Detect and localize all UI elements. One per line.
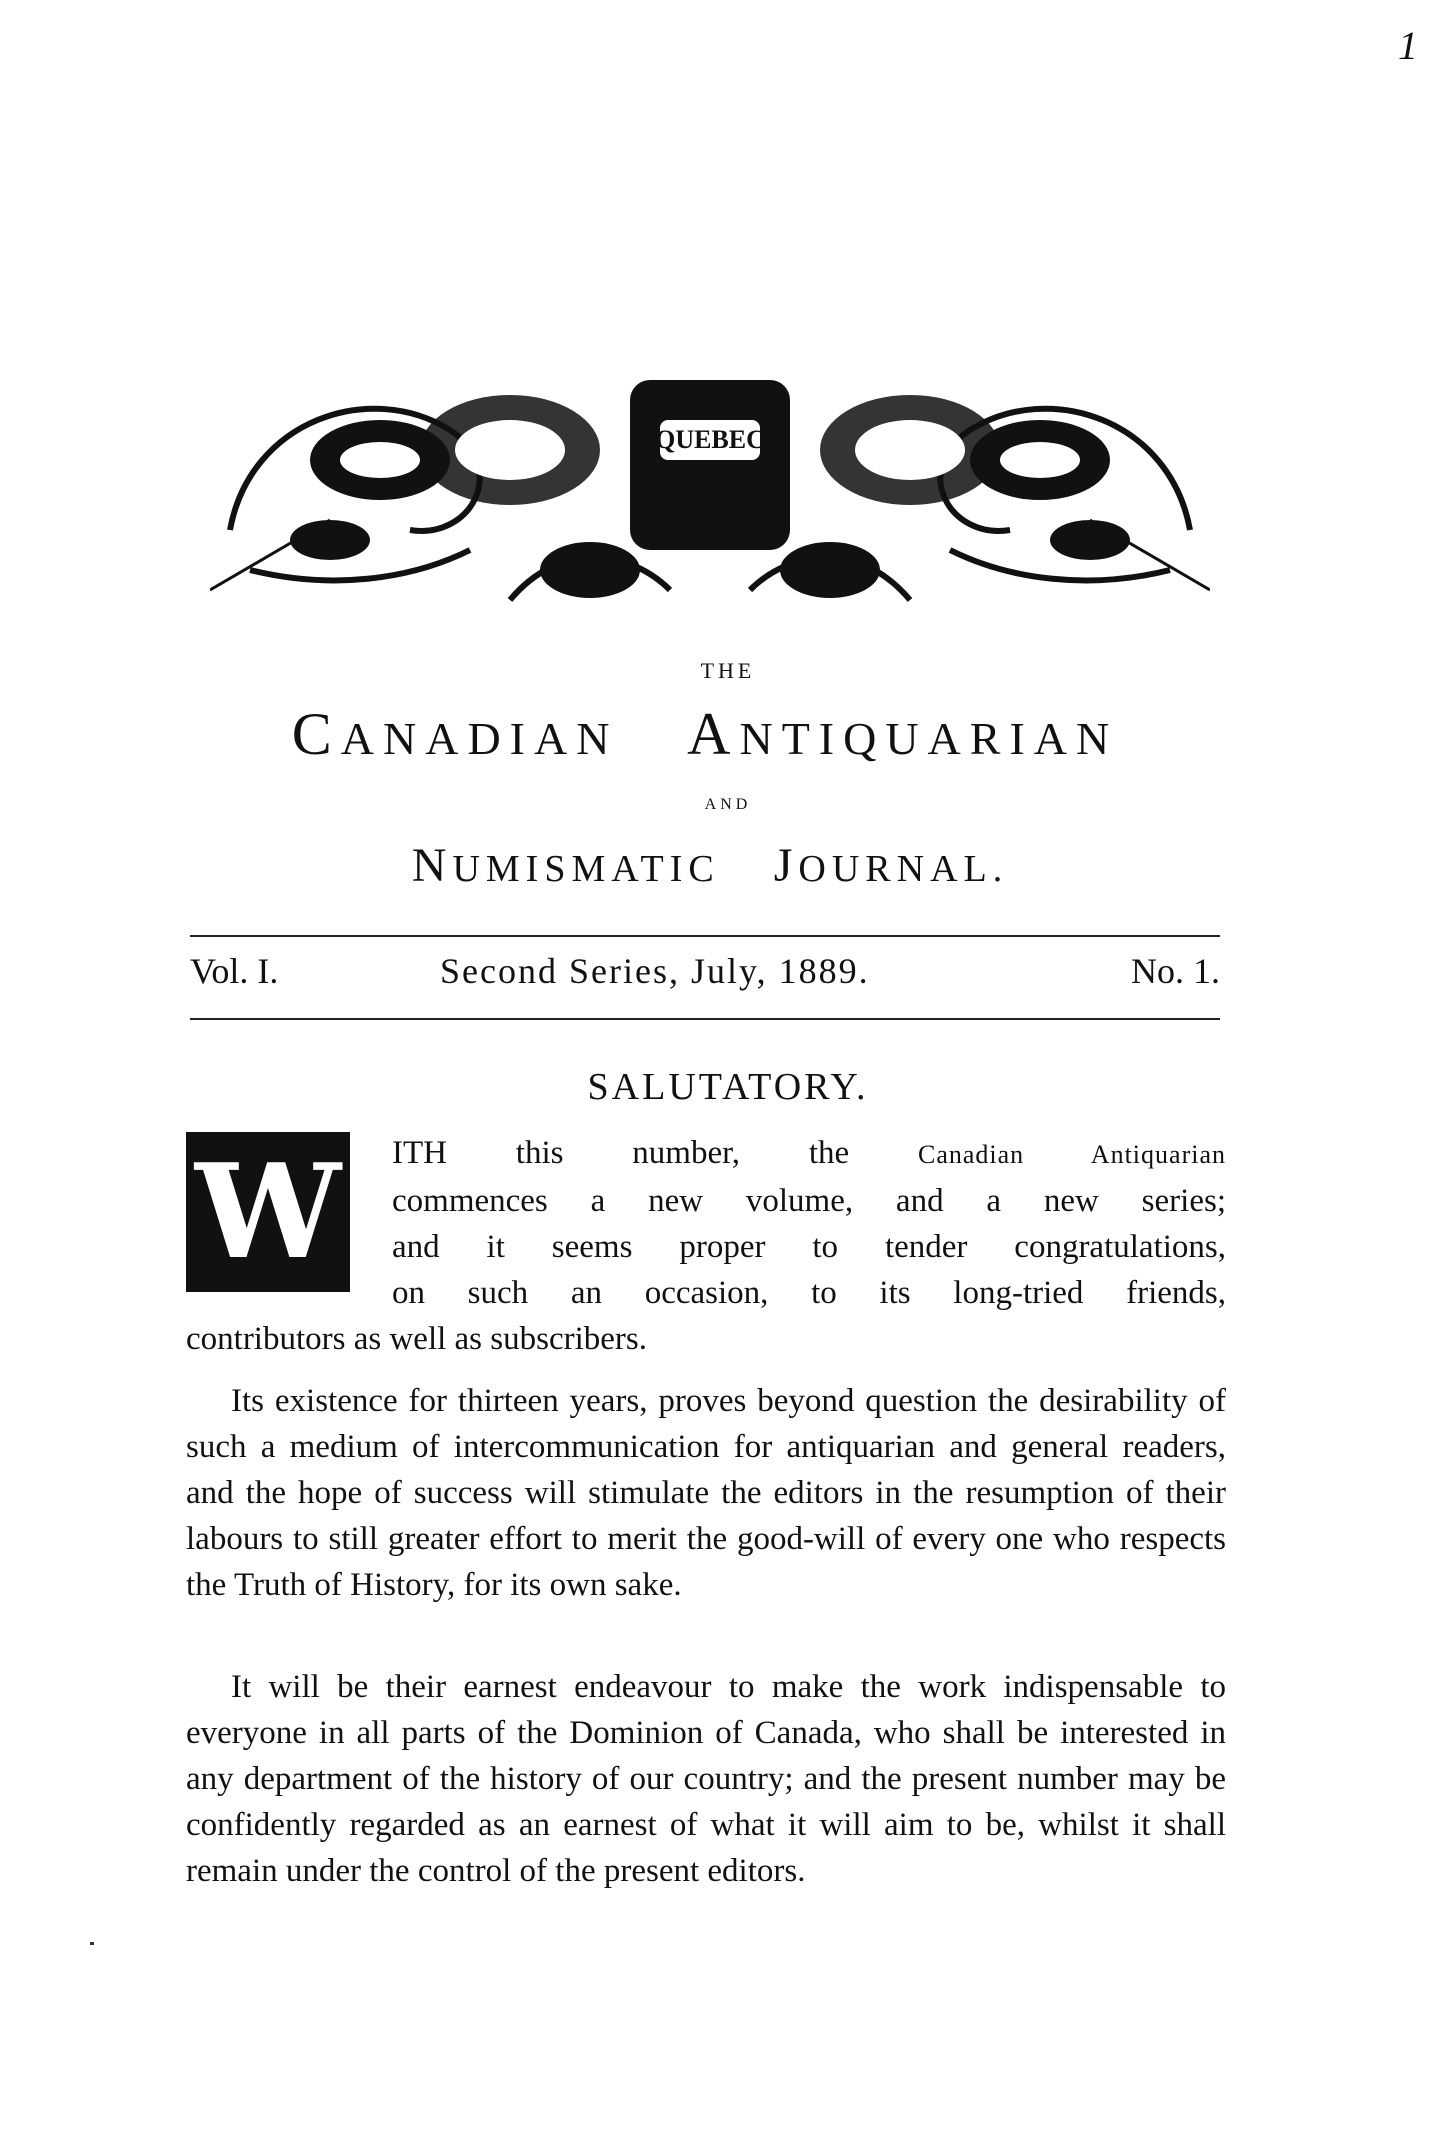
volume-label: Vol. I.: [190, 951, 279, 991]
paragraph-1-line-2: commences a new volume, and a new series;: [392, 1183, 1226, 1219]
and-label: AND: [704, 796, 752, 813]
title-numismatic-initial: N: [411, 839, 453, 892]
paragraph-1-line-1-smallcaps: Canadian Antiquarian: [917, 1140, 1226, 1169]
article-heading: SALUTATORY.: [587, 1066, 869, 1108]
journal-title-line2: [180, 838, 1240, 893]
title-canadian-initial: C: [291, 701, 341, 767]
paragraph-3: It will be their earnest endeavour to make the work indispensable to everyone in all parts of the Dominion of Canada, who shall be interested in any department of the history of our country; and the present number may be confidently regarded as an earnest of what it will aim to be, whilst it shall remain under the control of the present editors.: [186, 1669, 1226, 1889]
paragraph-2: Its existence for thirteen years, proves beyond question the desirability of such a medium of intercommunication for antiquarian and general readers, and the hope of success will stimulate the editors in the resumption of their labours to still greater effort to merit the good-will of every one who respects the Truth of History, for its own sake.: [186, 1383, 1226, 1603]
title-journal-initial: J: [773, 839, 799, 892]
journal-title-line1: [175, 700, 1235, 769]
title-journal-rest: OURNAL.: [798, 848, 1009, 890]
paragraph-1: [186, 1130, 1226, 1362]
title-antiquarian-rest: NTIQUARIAN: [739, 713, 1119, 764]
title-numismatic-rest: UMISMATIC: [452, 848, 720, 890]
stray-ink-mark: [90, 1942, 94, 1945]
dropcap-letter: W: [195, 1135, 341, 1288]
series-date-label: Second Series, July, 1889.: [440, 951, 870, 991]
paragraph-1-line-1: [186, 1130, 1226, 1178]
volume-info-row: [190, 950, 1220, 1010]
issue-number-label: No. 1.: [1131, 951, 1220, 991]
paragraph-1-line-1-text: ITH this number, the: [392, 1135, 918, 1171]
title-canadian-rest: ANADIAN: [340, 713, 619, 764]
the-label: THE: [700, 658, 756, 683]
title-antiquarian-initial: A: [687, 701, 740, 767]
paragraph-1-line-4: on such an occasion, to its long-tried friends,: [392, 1275, 1226, 1311]
ornament-banner-text: QUEBEC: [655, 425, 765, 454]
paragraph-1-line-3: and it seems proper to tender congratulations,: [392, 1229, 1226, 1265]
paragraph-1-line-5: contributors as well as subscribers.: [186, 1321, 647, 1357]
ornament-headpiece-illustration: [210, 340, 1210, 620]
rule-bottom-divider: [190, 1018, 1220, 1020]
page-number: 1: [1398, 23, 1418, 68]
rule-top-divider: [190, 935, 1220, 937]
